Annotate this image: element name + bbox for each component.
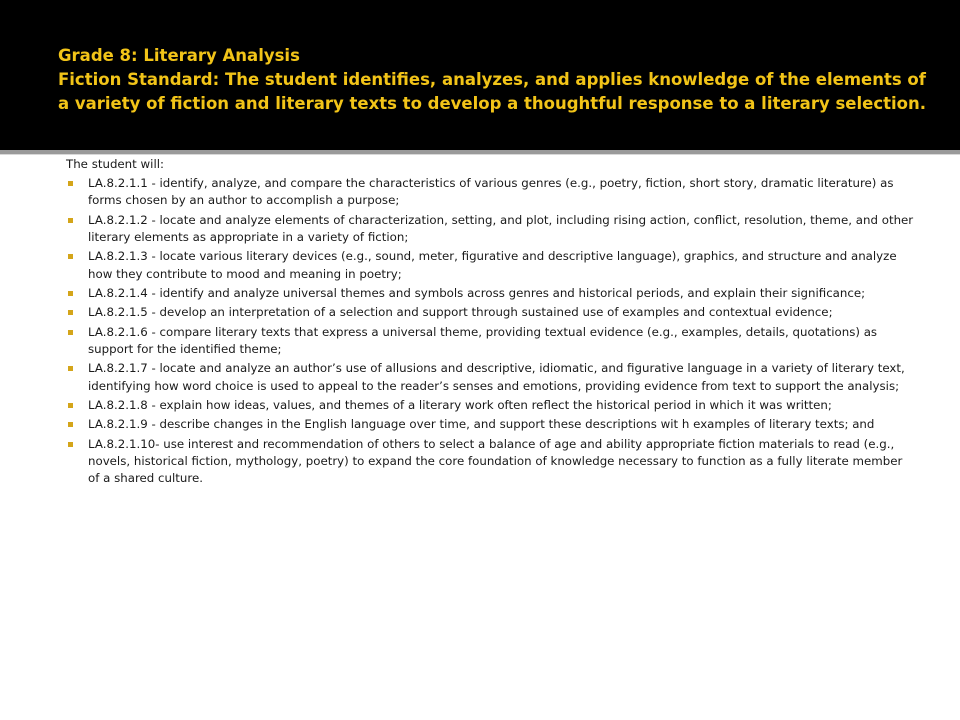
square-bullet-icon	[68, 218, 73, 223]
list-item	[66, 397, 916, 414]
list-item	[66, 285, 916, 302]
square-bullet-icon	[68, 422, 73, 427]
title-divider-highlight	[0, 154, 960, 155]
list-item	[66, 304, 916, 321]
square-bullet-icon	[68, 330, 73, 335]
list-item-text: LA.8.2.1.1 - identify, analyze, and compare the characteristics of various genres (e.g., poetry, fiction, short story, dramatic literature) as forms chosen by an author to accomplish a purpose;	[88, 176, 894, 208]
list-item	[66, 436, 916, 488]
list-item-text: LA.8.2.1.5 - develop an interpretation of a selection and support through sustained use of examples and contextual evidence;	[88, 305, 833, 320]
list-item	[66, 324, 916, 358]
content-body	[66, 156, 916, 490]
list-item-text: LA.8.2.1.8 - explain how ideas, values, and themes of a literary work often reflect the historical period in which it was written;	[88, 397, 832, 412]
list-item	[66, 248, 916, 282]
list-item-text: LA.8.2.1.9 - describe changes in the English language over time, and support these descriptions wit h examples of literary texts; and	[88, 417, 875, 432]
square-bullet-icon	[68, 181, 73, 186]
title-line-1: Grade 8: Literary Analysis	[58, 46, 300, 65]
list-item-text: LA.8.2.1.3 - locate various literary devices (e.g., sound, meter, figurative and descriptive language), graphics, and structure and analyze how they contribute to mood and meaning in poetry;	[88, 249, 897, 281]
list-item	[66, 360, 916, 394]
title-bar	[0, 0, 960, 150]
list-item-text: LA.8.2.1.6 - compare literary texts that express a universal theme, providing textual evidence (e.g., examples, details, quotations) as support for the identified theme;	[88, 324, 878, 356]
square-bullet-icon	[68, 254, 73, 259]
square-bullet-icon	[68, 366, 73, 371]
list-item	[66, 416, 916, 433]
standards-list	[66, 175, 916, 487]
intro-text: The student will:	[66, 157, 164, 171]
square-bullet-icon	[68, 291, 73, 296]
title-line-2: Fiction Standard: The student identifies, analyzes, and applies knowledge of the elements of	[58, 70, 926, 89]
square-bullet-icon	[68, 442, 73, 447]
list-item	[66, 175, 916, 209]
slide-title	[58, 44, 938, 116]
list-item	[66, 212, 916, 246]
square-bullet-icon	[68, 310, 73, 315]
list-item-text: LA.8.2.1.4 - identify and analyze universal themes and symbols across genres and historical periods, and explain their significance;	[88, 285, 866, 300]
title-line-3: a variety of fiction and literary texts to develop a thoughtful response to a literary selection.	[58, 94, 926, 113]
list-item-text: LA.8.2.1.2 - locate and analyze elements of characterization, setting, and plot, including rising action, conflict, resolution, theme, and other literary elements as appropriate in a variety of fiction;	[88, 212, 914, 244]
list-item-text: LA.8.2.1.10- use interest and recommendation of others to select a balance of age and ability appropriate fiction materials to read (e.g., novels, historical fiction, mythology, poetry) to expand the core foundation of knowledge necessary to function as a fully literate member of a shared culture.	[88, 436, 903, 486]
list-item-text: LA.8.2.1.7 - locate and analyze an author’s use of allusions and descriptive, idiomatic, and figurative language in a variety of literary text, identifying how word choice is used to appeal to the reader’s senses and emotions, providing evidence from text to support the analysis;	[88, 361, 905, 393]
square-bullet-icon	[68, 403, 73, 408]
